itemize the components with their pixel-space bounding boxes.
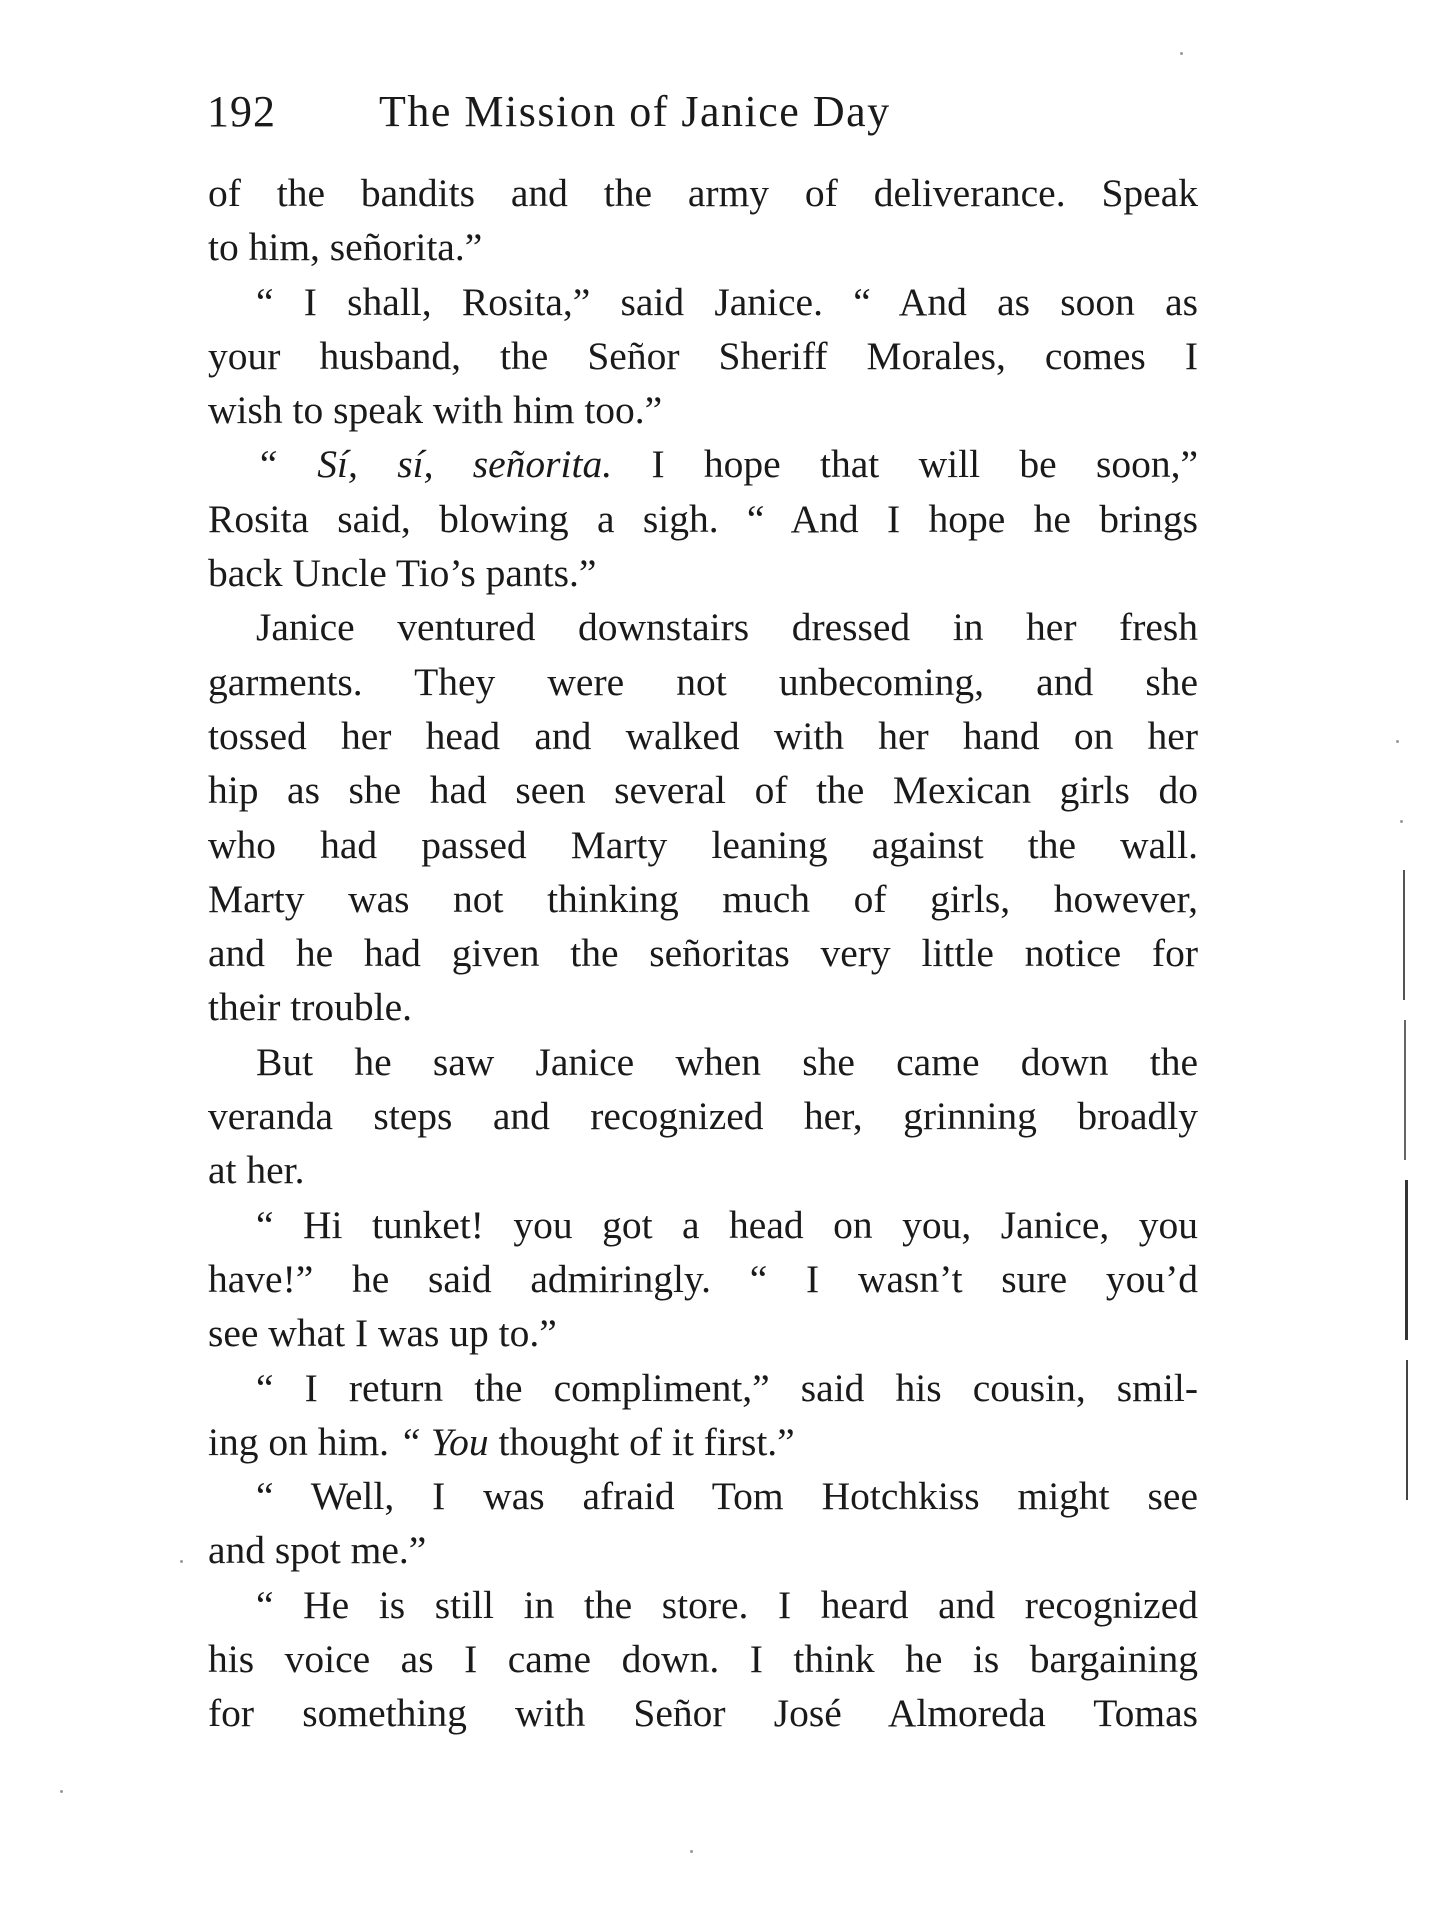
scan-edge-mark [1405, 1180, 1408, 1340]
text-line [208, 1415, 1198, 1469]
scan-speck [1400, 820, 1403, 823]
text-line: of the bandits and the army of deliverance. Speak [208, 171, 1198, 215]
page-header [207, 82, 1207, 142]
text-line: and he had given the señoritas very little notice for [208, 931, 1198, 976]
text-line: “ Hi tunket! you got a head on you, Janice, you [256, 1202, 1198, 1247]
text-line: hip as she had seen several of the Mexican girls do [208, 768, 1198, 813]
text-line: their trouble. [208, 985, 413, 1030]
text-line [208, 437, 1198, 491]
text-line: your husband, the Señor Sheriff Morales, comes I [208, 333, 1198, 378]
text-line: “ I return the compliment,” said his cousin, smil- [256, 1365, 1198, 1410]
scan-speck [60, 1790, 63, 1793]
text-line: Rosita said, blowing a sigh. “ And I hope he brings [208, 496, 1198, 541]
text-line: “ I shall, Rosita,” said Janice. “ And as soon as [256, 279, 1198, 324]
text-line: see what I was up to.” [208, 1311, 557, 1356]
text-line: his voice as I came down. I think he is bargaining [208, 1637, 1198, 1682]
italic-text: “ You [398, 1419, 489, 1464]
scan-speck [1396, 740, 1399, 743]
scan-speck [1180, 52, 1183, 55]
text-line: who had passed Marty leaning against the wall. [208, 822, 1198, 867]
text-line: have!” he said admiringly. “ I wasn’t sure you’d [208, 1256, 1198, 1301]
text-line: “ He is still in the store. I heard and recognized [256, 1582, 1198, 1627]
italic-text: “ Sí, sí, señorita. [256, 442, 613, 487]
scan-edge-mark [1404, 1020, 1406, 1160]
text-line: back Uncle Tio’s pants.” [208, 551, 597, 596]
scan-edge-mark [1403, 870, 1405, 1000]
text-line: Marty was not thinking much of girls, however, [208, 876, 1198, 921]
body-text [208, 166, 1198, 1741]
text-line: wish to speak with him too.” [208, 388, 663, 433]
text-span: ing on him. [208, 1419, 399, 1464]
text-line: for something with Señor José Almoreda Tomas [208, 1691, 1198, 1736]
text-line: garments. They were not unbecoming, and she [208, 659, 1198, 704]
text-line: “ Well, I was afraid Tom Hotchkiss might see [256, 1474, 1198, 1519]
text-line: But he saw Janice when she came down the [256, 1039, 1198, 1084]
text-line: and spot me.” [208, 1528, 427, 1573]
scan-edge-mark [1406, 1360, 1408, 1500]
text-line: tossed her head and walked with her hand on her [208, 713, 1198, 758]
text-line: Janice ventured downstairs dressed in her fresh [256, 605, 1198, 650]
text-line: veranda steps and recognized her, grinning broadly [208, 1094, 1198, 1139]
page-number: 192 [207, 87, 276, 136]
text-line: at her. [208, 1148, 305, 1193]
text-span: I hope that will be soon,” [612, 442, 1198, 487]
scan-speck [690, 1850, 693, 1853]
text-line: to him, señorita.” [208, 225, 483, 270]
running-title: The Mission of Janice Day [379, 87, 891, 136]
scan-speck [180, 1560, 183, 1563]
text-span: thought of it first.” [488, 1419, 795, 1464]
